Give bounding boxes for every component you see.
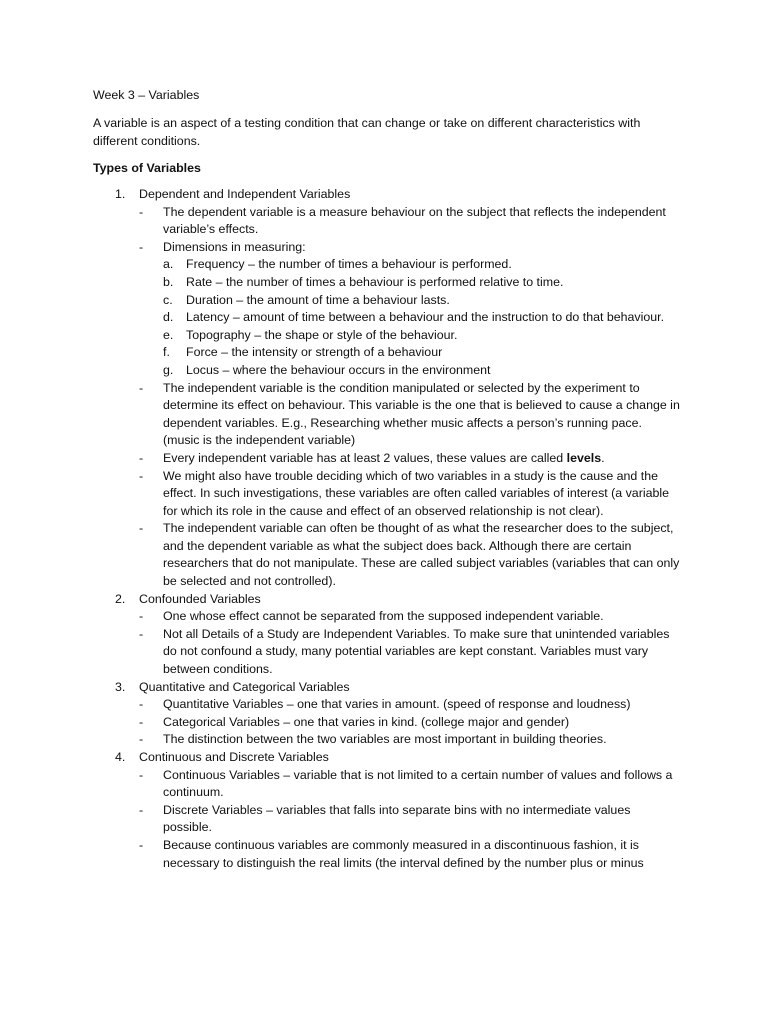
dimension-item bbox=[163, 327, 681, 345]
list-item bbox=[139, 802, 681, 837]
document-body bbox=[93, 86, 681, 872]
list-item-text: Discrete Variables – variables that falls into separate bins with no intermediate values possible. bbox=[163, 802, 631, 835]
list-item-text: Not all Details of a Study are Independent Variables. To make sure that unintended variables do not confound a study, many potential variables are kept constant. Variables must vary between conditions. bbox=[163, 626, 670, 677]
dash-marker: - bbox=[139, 767, 144, 782]
dimension-text: Locus – where the behaviour occurs in the environment bbox=[186, 362, 491, 377]
dash-marker: - bbox=[139, 697, 144, 712]
section-number: 3. bbox=[115, 679, 126, 694]
list-item-text: The distinction between the two variables are most important in building theories. bbox=[163, 732, 607, 747]
dimension-item bbox=[163, 344, 681, 362]
letter-marker: a. bbox=[163, 257, 174, 272]
dimension-text: Force – the intensity or strength of a behaviour bbox=[186, 345, 443, 360]
list-item bbox=[139, 520, 681, 590]
list-item bbox=[139, 714, 681, 732]
dimensions-list bbox=[163, 256, 681, 379]
list-item-text: Dimensions in measuring: bbox=[163, 239, 306, 254]
bullet-list bbox=[139, 204, 681, 591]
dimension-text: Frequency – the number of times a behaviour is performed. bbox=[186, 257, 512, 272]
dash-marker: - bbox=[139, 732, 144, 747]
list-item bbox=[139, 204, 681, 239]
dash-marker: - bbox=[139, 521, 144, 536]
dash-marker: - bbox=[139, 204, 144, 219]
section-number: 4. bbox=[115, 750, 126, 764]
bullet-list bbox=[139, 608, 681, 678]
dimension-item bbox=[163, 256, 681, 274]
section-title: Quantitative and Categorical Variables bbox=[139, 679, 350, 694]
list-item-text: Quantitative Variables – one that varies in amount. (speed of response and loudness) bbox=[163, 697, 631, 712]
list-item-text: Categorical Variables – one that varies in kind. (college major and gender) bbox=[163, 714, 570, 729]
dash-marker: - bbox=[139, 450, 144, 465]
section-title: Dependent and Independent Variables bbox=[139, 187, 351, 201]
section-dependent-independent bbox=[93, 186, 681, 591]
dimension-item bbox=[163, 309, 681, 327]
list-item bbox=[139, 468, 681, 521]
letter-marker: g. bbox=[163, 362, 174, 377]
list-item-text: Continuous Variables – variable that is not limited to a certain number of values and follows a continuum. bbox=[163, 767, 673, 800]
dash-marker: - bbox=[139, 802, 144, 817]
list-item bbox=[139, 731, 681, 749]
section-confounded bbox=[93, 591, 681, 679]
dimension-text: Topography – the shape or style of the behaviour. bbox=[186, 327, 458, 342]
letter-marker: f. bbox=[163, 345, 170, 360]
dimension-text: Latency – amount of time between a behaviour and the instruction to do that behaviour. bbox=[186, 310, 665, 325]
list-item bbox=[139, 380, 681, 450]
list-item-text: We might also have trouble deciding which of two variables in a study is the cause and the effect. In such investigations, these variables are often called variables of interest (a variable for which its role in the cause and effect of an observed relationship is not clear). bbox=[163, 468, 670, 518]
page-title: Week 3 – Variables bbox=[93, 88, 200, 102]
letter-marker: c. bbox=[163, 292, 173, 307]
dash-marker: - bbox=[139, 626, 144, 641]
section-continuous-discrete bbox=[93, 749, 681, 872]
section-title: Continuous and Discrete Variables bbox=[139, 750, 329, 764]
dash-marker: - bbox=[139, 380, 144, 395]
dimension-text: Duration – the amount of time a behaviour lasts. bbox=[186, 292, 450, 307]
dimension-item bbox=[163, 362, 681, 380]
bullet-list bbox=[139, 696, 681, 749]
list-item-text: One whose effect cannot be separated from the supposed independent variable. bbox=[163, 609, 604, 624]
list-item-text: The independent variable can often be thought of as what the researcher does to the subject, and the dependent variable as what the subject does back. Although there are certain researchers that do not manipulate. These are called subject variables (variables that can only be selected and not controlled). bbox=[163, 521, 680, 589]
dimension-text: Rate – the number of times a behaviour is performed relative to time. bbox=[186, 274, 564, 289]
bullet-list bbox=[139, 767, 681, 873]
dash-marker: - bbox=[139, 714, 144, 729]
letter-marker: d. bbox=[163, 310, 174, 325]
dimension-item bbox=[163, 292, 681, 310]
list-item bbox=[139, 767, 681, 802]
list-item-text: Every independent variable has at least 2 values, these values are called bbox=[163, 450, 567, 465]
list-item bbox=[139, 450, 681, 468]
dash-marker: - bbox=[139, 468, 144, 483]
dimension-item bbox=[163, 274, 681, 292]
section-number: 2. bbox=[115, 591, 126, 606]
levels-period: . bbox=[601, 450, 605, 465]
letter-marker: b. bbox=[163, 274, 174, 289]
list-item bbox=[139, 696, 681, 714]
section-quantitative-categorical bbox=[93, 679, 681, 749]
dash-marker: - bbox=[139, 609, 144, 624]
variable-types-list bbox=[93, 186, 681, 872]
levels-term: levels bbox=[566, 450, 602, 465]
section-title: Confounded Variables bbox=[139, 591, 261, 606]
list-item-text: Because continuous variables are commonly measured in a discontinuous fashion, it is necessary to distinguish the real limits (the interval defined by the number plus or minus bbox=[163, 837, 644, 870]
list-item-text: The independent variable is the condition manipulated or selected by the experiment to determine its effect on behaviour. This variable is the one that is believed to cause a change in dependent variables. E.g., Researching whether music affects a person’s running pace. (music is the independent variable) bbox=[163, 380, 680, 448]
list-item-text: The dependent variable is a measure behaviour on the subject that reflects the independent variable’s effects. bbox=[163, 204, 666, 237]
section-number: 1. bbox=[115, 187, 126, 201]
dash-marker: - bbox=[139, 239, 144, 254]
list-item bbox=[139, 239, 681, 380]
dash-marker: - bbox=[139, 837, 144, 852]
list-item bbox=[139, 626, 681, 679]
list-item bbox=[139, 837, 681, 872]
letter-marker: e. bbox=[163, 327, 174, 342]
intro-paragraph: A variable is an aspect of a testing condition that can change or take on different characteristics with different conditions. bbox=[93, 116, 641, 148]
section-heading: Types of Variables bbox=[93, 161, 201, 175]
list-item bbox=[139, 608, 681, 626]
